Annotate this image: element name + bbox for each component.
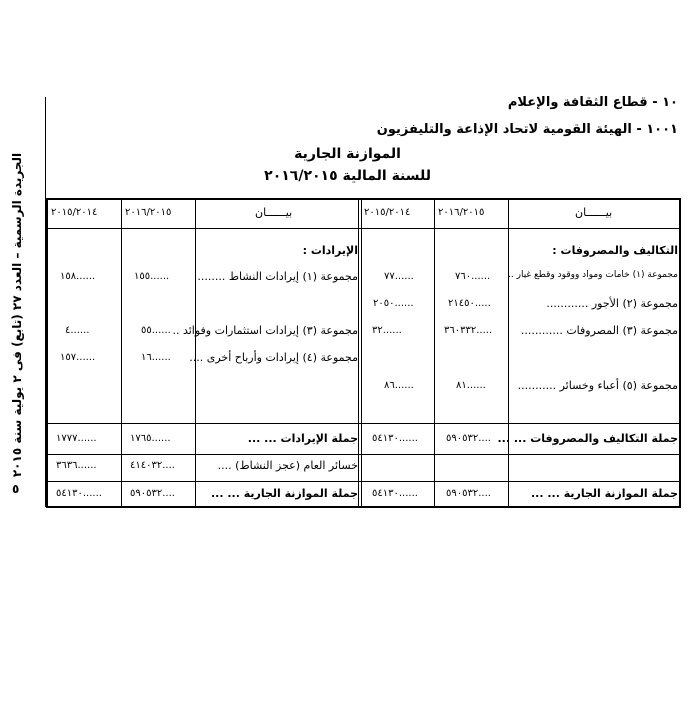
col-divider — [508, 198, 509, 508]
revenue-row-2015: ٤...... — [65, 325, 90, 336]
expense-row-2015: ٢٠٥٠...... — [373, 298, 414, 309]
expenses-grand-label: جملة الموازنة الجارية ... ... — [530, 487, 678, 500]
side-caption — [6, 150, 28, 480]
revenue-row-2015: ١٥٨...... — [60, 271, 96, 282]
revenues-grand-2016: ٥٩٠٥٣٢.... — [130, 488, 175, 499]
col-divider — [358, 198, 359, 508]
expense-row-label: مجموعة (٥) أعباء وخسائر ........... — [517, 379, 678, 392]
expenses-grand-2016: ٥٩٠٥٣٢.... — [446, 488, 491, 499]
expense-row-2015: ٧٧...... — [384, 271, 414, 282]
revenues-heading: الإيرادات : — [302, 244, 358, 257]
budget-subtitle: للسنة المالية ٢٠١٦/٢٠١٥ — [264, 168, 431, 184]
loss-2016: ٤١٤٠٣٢.... — [130, 460, 175, 471]
expense-row-label: مجموعة (٢) الأجور ............ — [546, 297, 678, 310]
revenue-row-2016: ٥٥...... — [141, 325, 171, 336]
loss-2015: ٣٦٣٦...... — [56, 460, 97, 471]
expense-row-2015: ٣٢...... — [372, 325, 402, 336]
col-divider — [434, 198, 435, 508]
col-header-2015: ٢٠١٥/٢٠١٤ — [51, 207, 98, 218]
expense-row-label: مجموعة (١) خامات ومواد ووقود وقطع غيار .. — [508, 270, 678, 280]
expenses-heading: التكاليف والمصروفات : — [552, 244, 678, 257]
revenues-total-2016: ١٧٦٥...... — [130, 433, 171, 444]
col-header-2016: ٢٠١٦/٢٠١٥ — [125, 207, 172, 218]
expenses-total-label: جملة التكاليف والمصروفات ... ... — [497, 432, 678, 445]
revenues-total-2015: ١٧٧٧...... — [56, 433, 97, 444]
col-header-2015: ٢٠١٥/٢٠١٤ — [364, 207, 411, 218]
header-row-border — [46, 228, 681, 229]
budget-title: الموازنة الجارية — [294, 146, 401, 162]
row-border — [46, 423, 681, 424]
revenues-grand-2015: ٥٤١٣٠...... — [56, 488, 102, 499]
row-border — [46, 481, 681, 482]
col-divider — [361, 198, 362, 508]
page-number: ٥ — [12, 482, 20, 496]
expense-row-2016: ٢١٤٥٠..... — [448, 298, 491, 309]
col-header-2016: ٢٠١٦/٢٠١٥ — [438, 207, 485, 218]
expense-row-2016: ٣٦٠٣٣٢..... — [444, 325, 493, 336]
expenses-total-2015: ٥٤١٣٠...... — [372, 433, 418, 444]
row-border — [46, 454, 681, 455]
revenues-grand-label: جملة الموازنة الجارية ... ... — [210, 487, 358, 500]
col-header-statement: بيــــــان — [255, 206, 293, 219]
sector-heading: ١٠ - قطاع الثقافة والإعلام — [507, 95, 678, 110]
col-header-statement: بيــــــان — [575, 206, 613, 219]
revenue-row-2016: ١٦...... — [141, 352, 171, 363]
revenue-row-label: مجموعة (٣) إيرادات استثمارات وفوائد .. — [172, 324, 358, 337]
expenses-total-2016: ٥٩٠٥٣٢.... — [446, 433, 491, 444]
revenues-total-label: جملة الإيرادات ... ... — [247, 432, 358, 445]
revenue-row-2016: ١٥٥...... — [134, 271, 170, 282]
col-divider — [121, 198, 122, 508]
authority-heading: ١٠٠١ - الهيئة القومية لاتحاد الإذاعة والتليفزيون — [376, 122, 678, 137]
expenses-grand-2015: ٥٤١٣٠...... — [372, 488, 418, 499]
revenue-row-2015: ١٥٧...... — [60, 352, 96, 363]
side-caption-text: الجريدة الرسمية – العدد ٢٧ (تابع) فى ٢ يولية سنة ٢٠١٥ — [10, 152, 24, 478]
expense-row-label: مجموعة (٣) المصروفات ............ — [520, 324, 678, 337]
expense-row-2016: ٨١...... — [456, 380, 486, 391]
revenue-row-label: مجموعة (١) إيرادات النشاط ........ — [197, 270, 358, 283]
revenue-row-label: مجموعة (٤) إيرادات وأرباح أخرى .... — [189, 351, 358, 364]
loss-label: خسائر العام (عجز النشاط) .... — [217, 459, 358, 472]
expense-row-2015: ٨٦...... — [384, 380, 414, 391]
expense-row-2016: ٧٦٠...... — [455, 271, 491, 282]
